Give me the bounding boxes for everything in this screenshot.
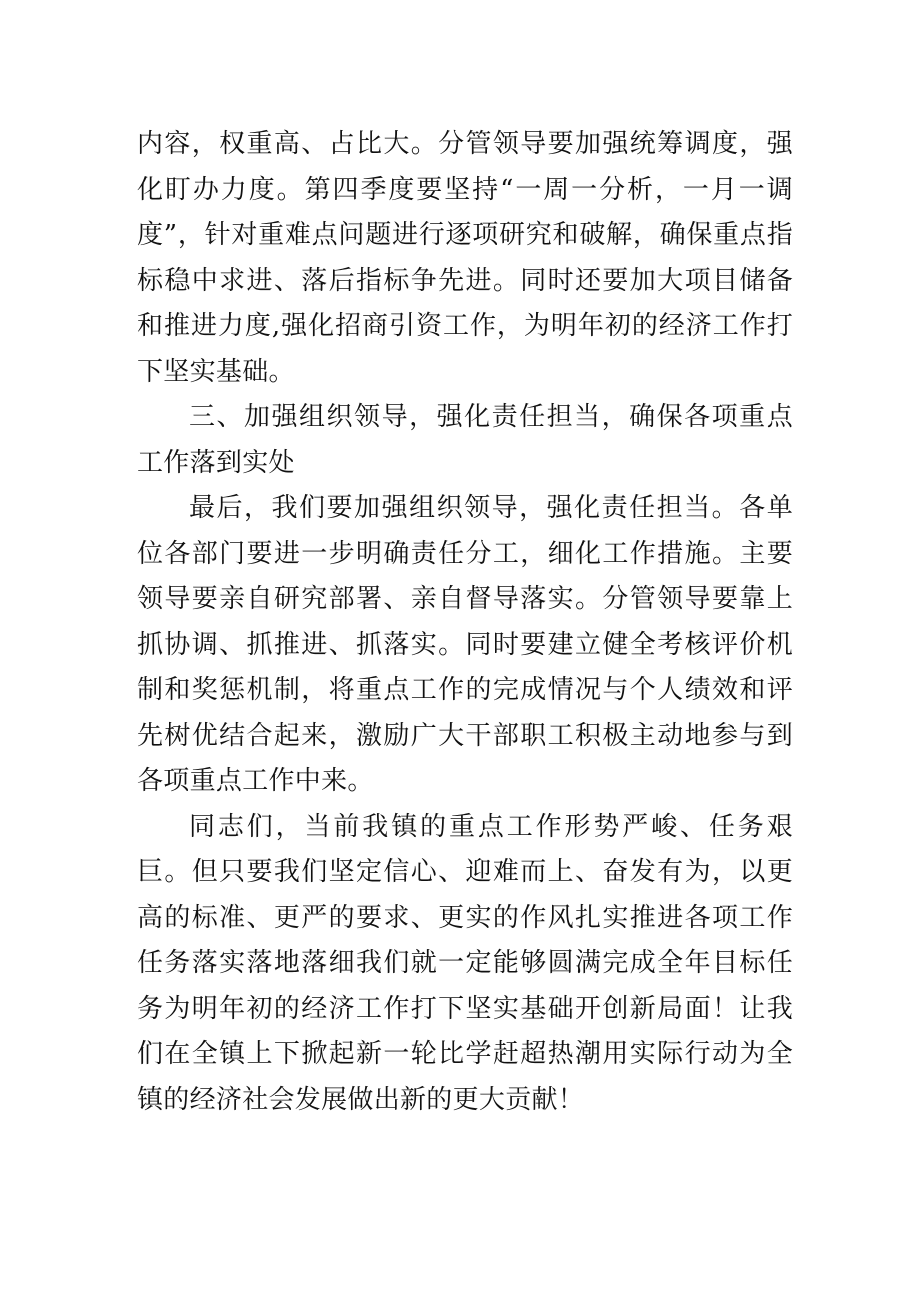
section-heading: 三、加强组织领导，强化责任担当，确保各项重点工作落到实处 — [137, 402, 793, 478]
document-body — [137, 122, 793, 1123]
paragraph-closing: 同志们，当前我镇的重点工作形势严峻、任务艰巨。但只要我们坚定信心、迎难而上、奋发有为，以更高的标准、更严的要求、更实的作风扎实推进各项工作任务落实落地落细我们就一定能够圆满完成全年目标任务为明年初的经济工作打下坚实基础开创新局面！让我们在全镇上下掀起新一轮比学赶超热潮用实际行动为全镇的经济社会发展做出新的更大贡献！ — [137, 811, 793, 1115]
paragraph-continuation: 内容，权重高、占比大。分管领导要加强统筹调度，强化盯办力度。第四季度要坚持“一周一分析，一月一调度”，针对重难点问题进行逐项研究和破解，确保重点指标稳中求进、落后指标争先进。同时还要加大项目储备和推进力度,强化招商引资工作，为明年初的经济工作打下坚实基础。 — [137, 129, 793, 387]
paragraph-leadership: 最后，我们要加强组织领导，强化责任担当。各单位各部门要进一步明确责任分工，细化工作措施。主要领导要亲自研究部署、亲自督导落实。分管领导要靠上抓协调、抓推进、抓落实。同时要建立健全考核评价机制和奖惩机制，将重点工作的完成情况与个人绩效和评先树优结合起来，激励广大干部职工积极主动地参与到各项重点工作中来。 — [137, 493, 793, 796]
